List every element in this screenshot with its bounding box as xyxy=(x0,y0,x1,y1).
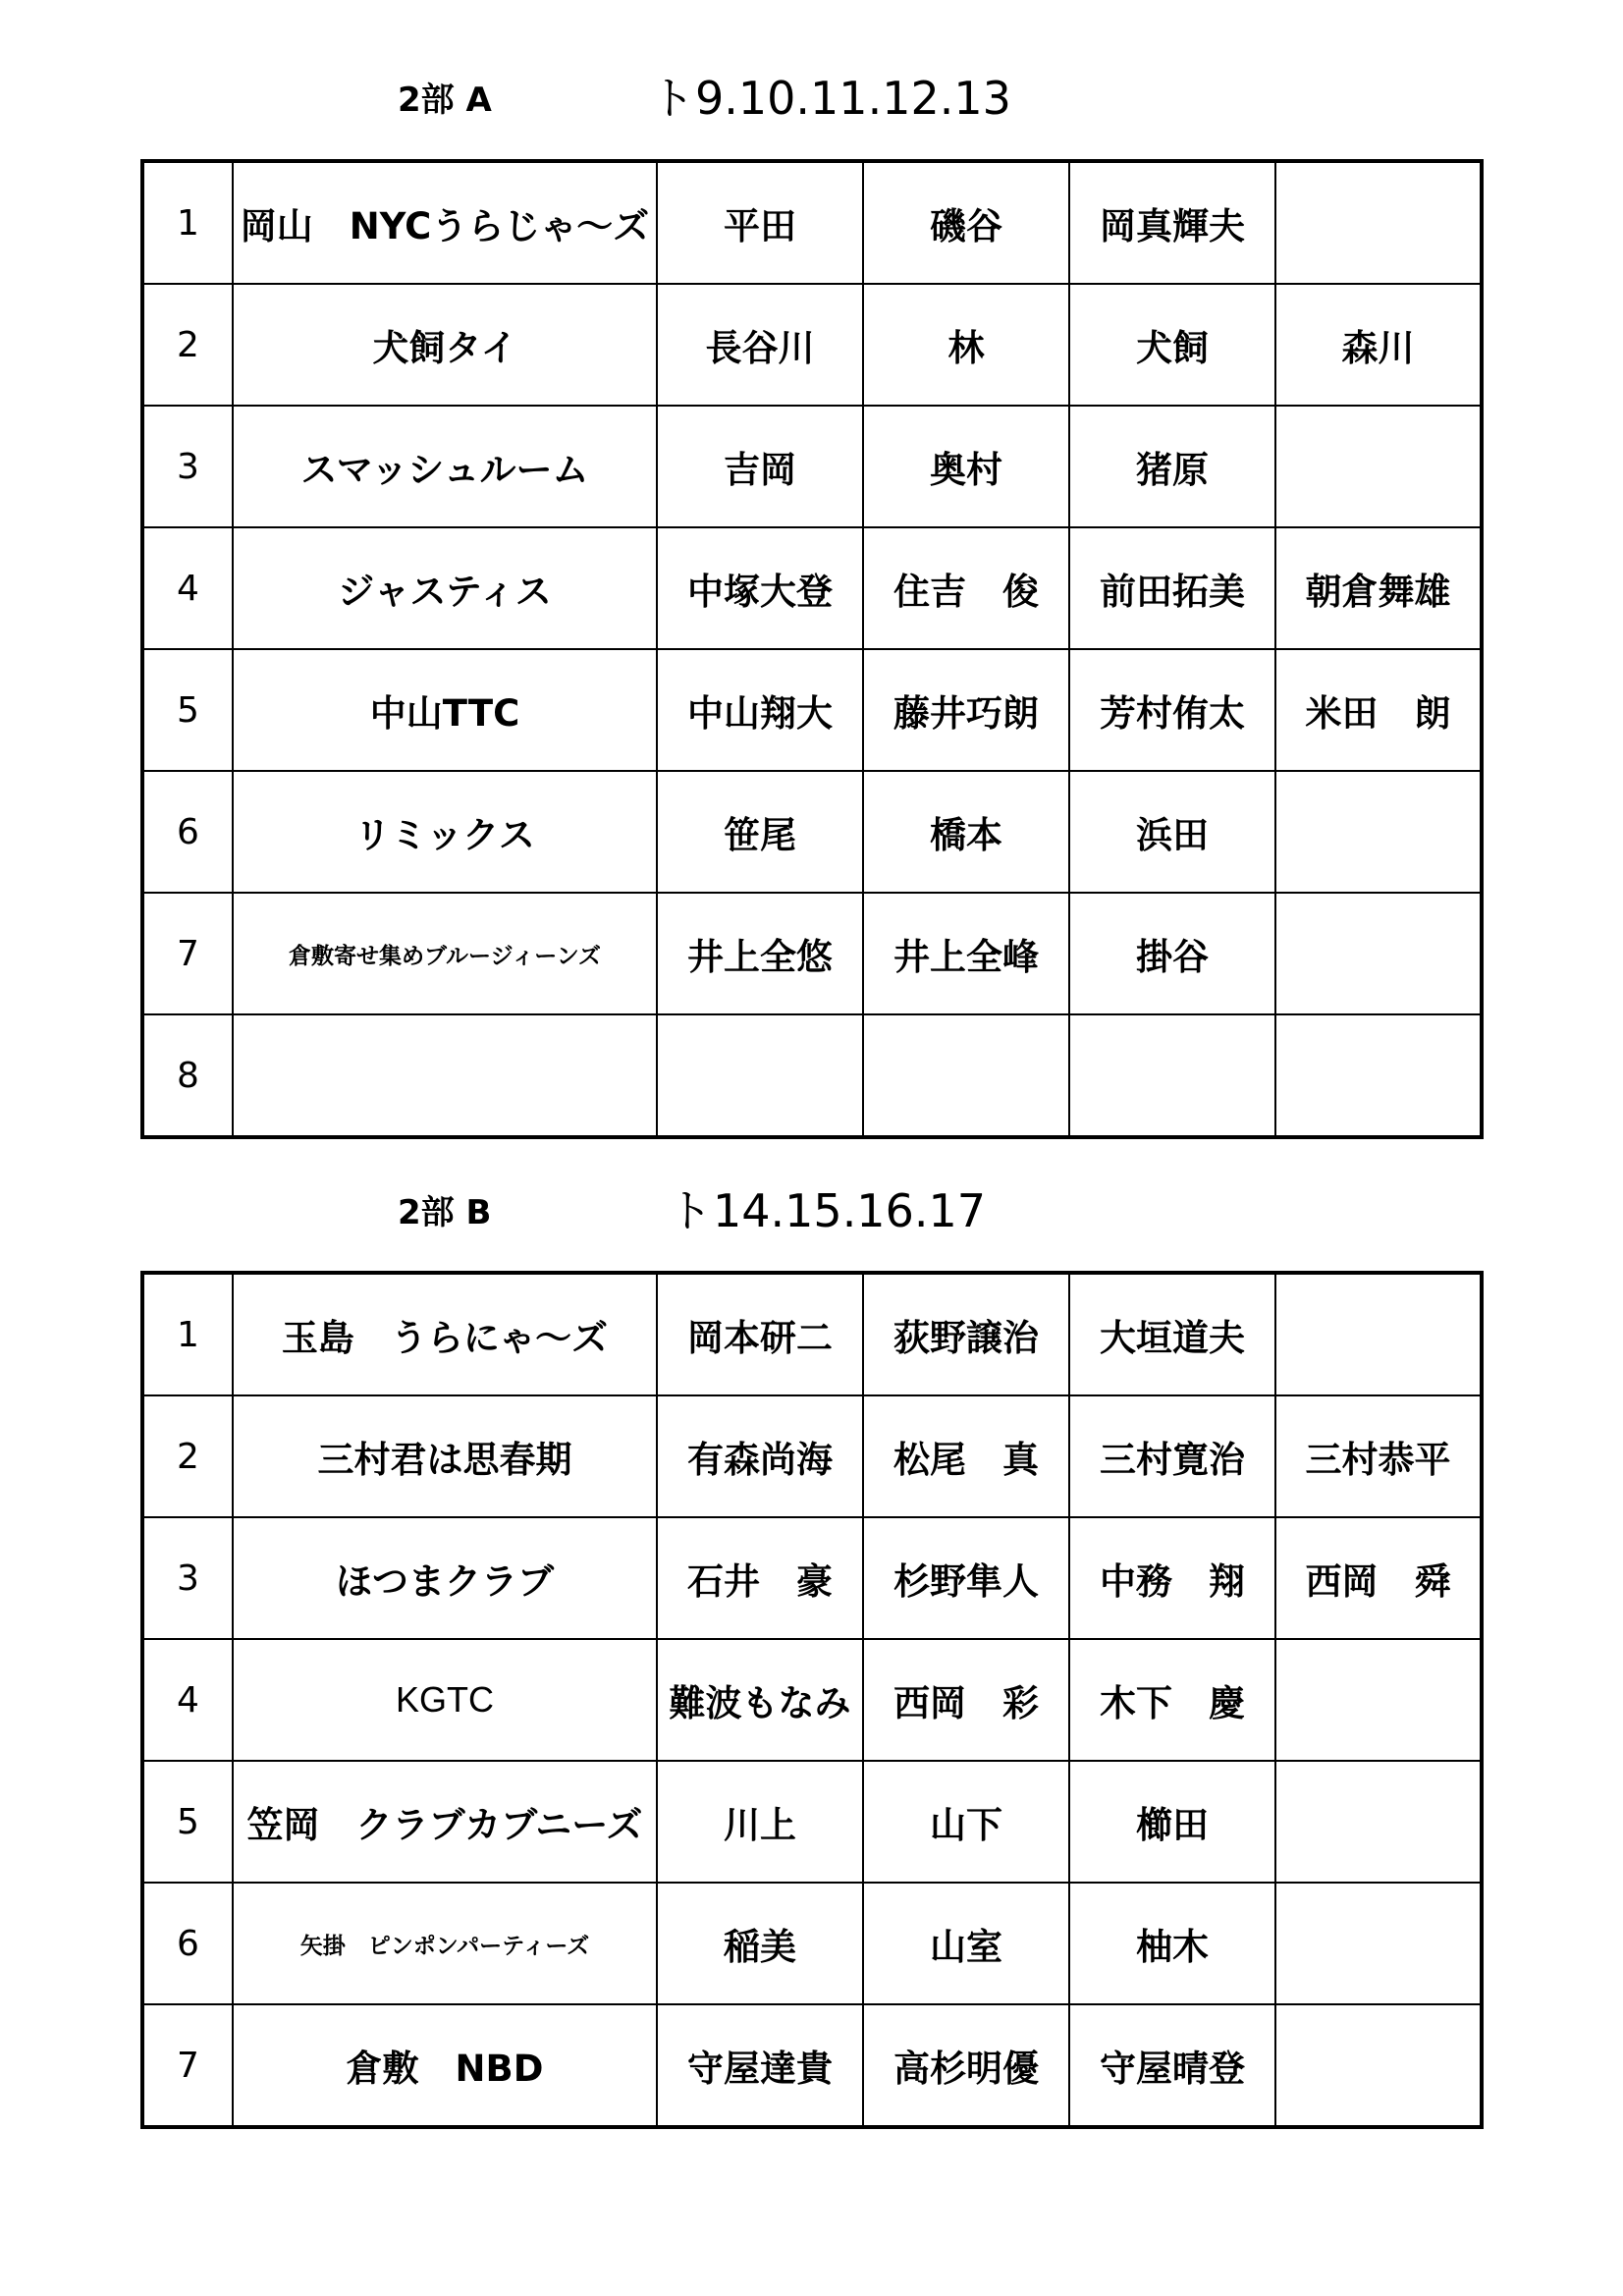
member-cell: 吉岡 xyxy=(657,406,863,527)
table-row xyxy=(142,2004,1482,2127)
team-name: 玉島 うらにゃ～ズ xyxy=(233,1273,657,1395)
member-cell: 長谷川 xyxy=(657,284,863,406)
row-number: 7 xyxy=(142,893,233,1014)
table-row xyxy=(142,161,1482,284)
member-cell: 西岡 舜 xyxy=(1275,1517,1482,1639)
member-cell: 三村恭平 xyxy=(1275,1395,1482,1517)
member-cell: 米田 朗 xyxy=(1275,649,1482,771)
member-cell: 難波もなみ xyxy=(657,1639,863,1761)
team-name: 矢掛 ピンポンパーティーズ xyxy=(233,1883,657,2004)
team-name: 犬飼タイ xyxy=(233,284,657,406)
row-number: 8 xyxy=(142,1014,233,1137)
member-cell: 住吉 俊 xyxy=(863,527,1069,649)
row-number: 1 xyxy=(142,1273,233,1395)
team-name: 倉敷 NBD xyxy=(233,2004,657,2127)
team-name: 岡山 NYCうらじゃ～ズ xyxy=(233,161,657,284)
member-cell: 磯谷 xyxy=(863,161,1069,284)
row-number: 6 xyxy=(142,771,233,893)
member-cell xyxy=(657,1014,863,1137)
member-cell: 前田拓美 xyxy=(1069,527,1275,649)
table-row xyxy=(142,406,1482,527)
member-cell xyxy=(1069,1014,1275,1137)
member-cell: 岡真輝夫 xyxy=(1069,161,1275,284)
member-cell: 奥村 xyxy=(863,406,1069,527)
roster-table-b xyxy=(140,1271,1484,2129)
member-cell: 柚木 xyxy=(1069,1883,1275,2004)
table-row xyxy=(142,527,1482,649)
member-cell: 松尾 真 xyxy=(863,1395,1069,1517)
team-name: 三村君は思春期 xyxy=(233,1395,657,1517)
member-cell: 林 xyxy=(863,284,1069,406)
team-name: ジャスティス xyxy=(233,527,657,649)
member-cell: 大垣道夫 xyxy=(1069,1273,1275,1395)
member-cell: 井上全峰 xyxy=(863,893,1069,1014)
row-number: 5 xyxy=(142,649,233,771)
row-number: 2 xyxy=(142,1395,233,1517)
row-number: 1 xyxy=(142,161,233,284)
member-cell: 三村寛治 xyxy=(1069,1395,1275,1517)
member-cell: 守屋達貴 xyxy=(657,2004,863,2127)
member-cell: 山室 xyxy=(863,1883,1069,2004)
member-cell xyxy=(1275,406,1482,527)
member-cell xyxy=(1275,1014,1482,1137)
team-name: 倉敷寄せ集めブルージィーンズ xyxy=(233,893,657,1014)
member-cell: 高杉明優 xyxy=(863,2004,1069,2127)
member-cell xyxy=(863,1014,1069,1137)
member-cell: 藤井巧朗 xyxy=(863,649,1069,771)
member-cell: 山下 xyxy=(863,1761,1069,1883)
member-cell xyxy=(1275,893,1482,1014)
member-cell xyxy=(1275,1639,1482,1761)
table-row xyxy=(142,1883,1482,2004)
member-cell: 芳村侑太 xyxy=(1069,649,1275,771)
member-cell xyxy=(1275,771,1482,893)
row-number: 4 xyxy=(142,1639,233,1761)
team-name: ほつまクラブ xyxy=(233,1517,657,1639)
member-cell xyxy=(1275,161,1482,284)
member-cell: 平田 xyxy=(657,161,863,284)
table-row xyxy=(142,284,1482,406)
team-name: リミックス xyxy=(233,771,657,893)
team-name: 笠岡 クラブカブニーズ xyxy=(233,1761,657,1883)
member-cell: 猪原 xyxy=(1069,406,1275,527)
team-name: スマッシュルーム xyxy=(233,406,657,527)
member-cell: 森川 xyxy=(1275,284,1482,406)
table-row xyxy=(142,893,1482,1014)
row-number: 6 xyxy=(142,1883,233,2004)
team-name xyxy=(233,1014,657,1137)
row-number: 3 xyxy=(142,1517,233,1639)
table-row xyxy=(142,1761,1482,1883)
member-cell: 西岡 彩 xyxy=(863,1639,1069,1761)
roster-table-a xyxy=(140,159,1484,1139)
table-row xyxy=(142,649,1482,771)
member-cell: 朝倉舞雄 xyxy=(1275,527,1482,649)
section-b-title: 2部 B xyxy=(398,1193,492,1232)
member-cell: 石井 豪 xyxy=(657,1517,863,1639)
table-row xyxy=(142,771,1482,893)
member-cell: 笹尾 xyxy=(657,771,863,893)
team-name: KGTC xyxy=(233,1639,657,1761)
member-cell: 犬飼 xyxy=(1069,284,1275,406)
member-cell: 中山翔大 xyxy=(657,649,863,771)
member-cell: 井上全悠 xyxy=(657,893,863,1014)
member-cell: 岡本研二 xyxy=(657,1273,863,1395)
section-b-note: ト14.15.16.17 xyxy=(668,1184,986,1237)
table-row xyxy=(142,1395,1482,1517)
row-number: 5 xyxy=(142,1761,233,1883)
row-number: 2 xyxy=(142,284,233,406)
table-row xyxy=(142,1517,1482,1639)
row-number: 7 xyxy=(142,2004,233,2127)
row-number: 3 xyxy=(142,406,233,527)
member-cell xyxy=(1275,1273,1482,1395)
table-row xyxy=(142,1273,1482,1395)
member-cell: 守屋晴登 xyxy=(1069,2004,1275,2127)
member-cell: 掛谷 xyxy=(1069,893,1275,1014)
member-cell: 荻野譲治 xyxy=(863,1273,1069,1395)
member-cell: 杉野隼人 xyxy=(863,1517,1069,1639)
member-cell: 櫛田 xyxy=(1069,1761,1275,1883)
table-row xyxy=(142,1639,1482,1761)
member-cell: 橋本 xyxy=(863,771,1069,893)
member-cell: 有森尚海 xyxy=(657,1395,863,1517)
member-cell: 中務 翔 xyxy=(1069,1517,1275,1639)
section-a-title: 2部 A xyxy=(398,81,492,120)
section-a-note: ト9.10.11.12.13 xyxy=(650,72,1011,125)
member-cell: 川上 xyxy=(657,1761,863,1883)
row-number: 4 xyxy=(142,527,233,649)
team-name: 中山TTC xyxy=(233,649,657,771)
member-cell xyxy=(1275,1761,1482,1883)
member-cell: 稲美 xyxy=(657,1883,863,2004)
member-cell xyxy=(1275,1883,1482,2004)
member-cell: 木下 慶 xyxy=(1069,1639,1275,1761)
member-cell: 中塚大登 xyxy=(657,527,863,649)
member-cell xyxy=(1275,2004,1482,2127)
table-row xyxy=(142,1014,1482,1137)
member-cell: 浜田 xyxy=(1069,771,1275,893)
